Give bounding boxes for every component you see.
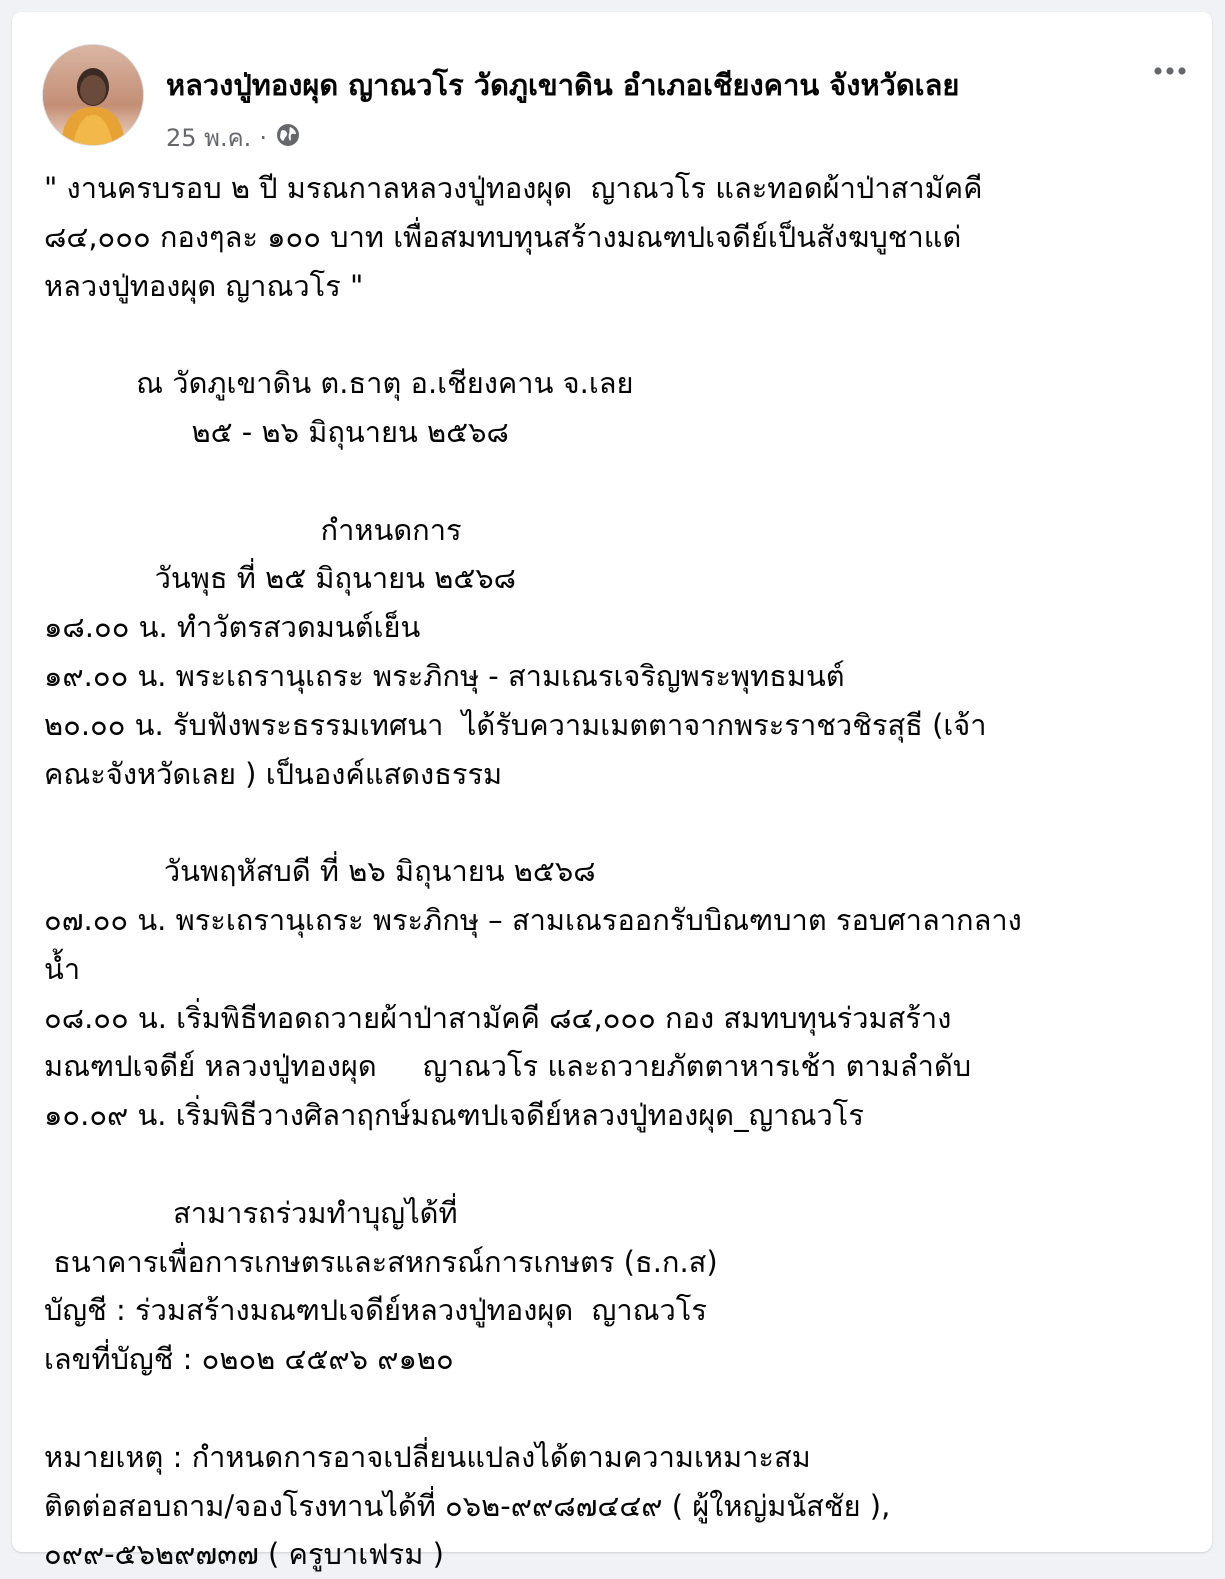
- post-text-line: ๒๐.๐๐ น. รับฟังพระธรรมเทศนา ได้รับความเมตตาจากพระราชวชิรสุธี (เจ้า: [44, 707, 987, 742]
- blank-line: [44, 457, 1194, 506]
- post-text-line: สามารถร่วมทำบุญได้ที่: [44, 1195, 458, 1230]
- post-text-line: หมายเหตุ : กำหนดการอาจเปลี่ยนแปลงได้ตามความเหมาะสม: [44, 1439, 811, 1474]
- post-text-line: ๐๘.๐๐ น. เริ่มพิธีทอดถวายผ้าป่าสามัคคี ๘๔,๐๐๐ กอง สมทบทุนร่วมสร้าง: [44, 1000, 952, 1035]
- post-text-line: หลวงปู่ทองผุด ญาณวโร ": [44, 268, 364, 303]
- post-text: [44, 164, 1194, 1579]
- post-text-line: บัญชี : ร่วมสร้างมณฑปเจดีย์หลวงปู่ทองผุด ญาณวโร: [44, 1293, 707, 1328]
- post-text-line: " งานครบรอบ ๒ ปี มรณกาลหลวงปู่ทองผุด ญาณวโร และทอดผ้าป่าสามัคคี: [44, 171, 983, 205]
- post-text-line: ๐๗.๐๐ น. พระเถรานุเถระ พระภิกษุ – สามเณรออกรับบิณฑบาต รอบศาลากลาง: [44, 902, 1022, 937]
- post-date[interactable]: 25 พ.ค.: [166, 124, 252, 152]
- post-text-line: ๑๙.๐๐ น. พระเถรานุเถระ พระภิกษุ - สามเณรเจริญพระพุทธมนต์: [44, 658, 845, 693]
- author-name[interactable]: หลวงปู่ทองผุด ญาณวโร วัดภูเขาดิน อำเภอเชียงคาน จังหวัดเลย: [166, 68, 960, 102]
- blank-line: [44, 1140, 1194, 1189]
- post-text-line: มณฑปเจดีย์ หลวงปู่ทองผุด ญาณวโร และถวายภัตตาหารเช้า ตามลำดับ: [44, 1049, 972, 1084]
- post-text-line: วันพุธ ที่ ๒๕ มิถุนายน ๒๕๖๘: [44, 561, 517, 596]
- post-text-line: ติดต่อสอบถาม/จองโรงทานได้ที่ ๐๖๒-๙๙๘๗๔๔๙ ( ผู้ใหญ่มนัสชัย ),: [44, 1488, 891, 1523]
- post-text-line: ๑๘.๐๐ น. ทำวัตรสวดมนต์เย็น: [44, 610, 421, 645]
- post-meta: [166, 118, 301, 157]
- globe-icon: [275, 122, 301, 154]
- more-options-icon: [1153, 66, 1187, 76]
- meta-separator: ·: [259, 123, 267, 152]
- post-text-line: วันพฤหัสบดี ที่ ๒๖ มิถุนายน ๒๕๖๘: [44, 854, 596, 889]
- post-text-line: ๑๐.๐๙ น. เริ่มพิธีวางศิลาฤกษ์มณฑปเจดีย์หลวงปู่ทองผุด_ญาณวโร: [44, 1098, 864, 1133]
- post-card: [12, 12, 1212, 1572]
- post-text-line: น้ำ: [44, 951, 81, 986]
- post-text-line: ธนาคารเพื่อการเกษตรและสหกรณ์การเกษตร (ธ.ก.ส): [44, 1244, 718, 1279]
- post-text-line: กำหนดการ: [44, 512, 462, 547]
- more-options-button[interactable]: [1148, 56, 1192, 86]
- avatar[interactable]: [42, 44, 144, 146]
- post-text-line: ๘๔,๐๐๐ กองๆละ ๑๐๐ บาท เพื่อสมทบทุนสร้างมณฑปเจดีย์เป็นสังฆบูชาแด่: [44, 219, 962, 254]
- blank-line: [44, 798, 1194, 847]
- avatar-portrait-icon: [43, 45, 143, 145]
- post-text-line: ๐๙๙-๕๖๒๙๗๓๗ ( ครูบาเฟรม ): [44, 1537, 444, 1572]
- post-header: [42, 44, 1192, 152]
- post-text-line: ๒๕ - ๒๖ มิถุนายน ๒๕๖๘: [44, 414, 509, 449]
- blank-line: [44, 310, 1194, 359]
- post-text-line: ณ วัดภูเขาดิน ต.ธาตุ อ.เชียงคาน จ.เลย: [44, 366, 634, 401]
- post-text-line: คณะจังหวัดเลย ) เป็นองค์แสดงธรรม: [44, 756, 503, 791]
- post-text-line: เลขที่บัญชี : ๐๒๐๒ ๔๕๙๖ ๙๑๒๐: [44, 1342, 454, 1377]
- blank-line: [44, 1384, 1194, 1433]
